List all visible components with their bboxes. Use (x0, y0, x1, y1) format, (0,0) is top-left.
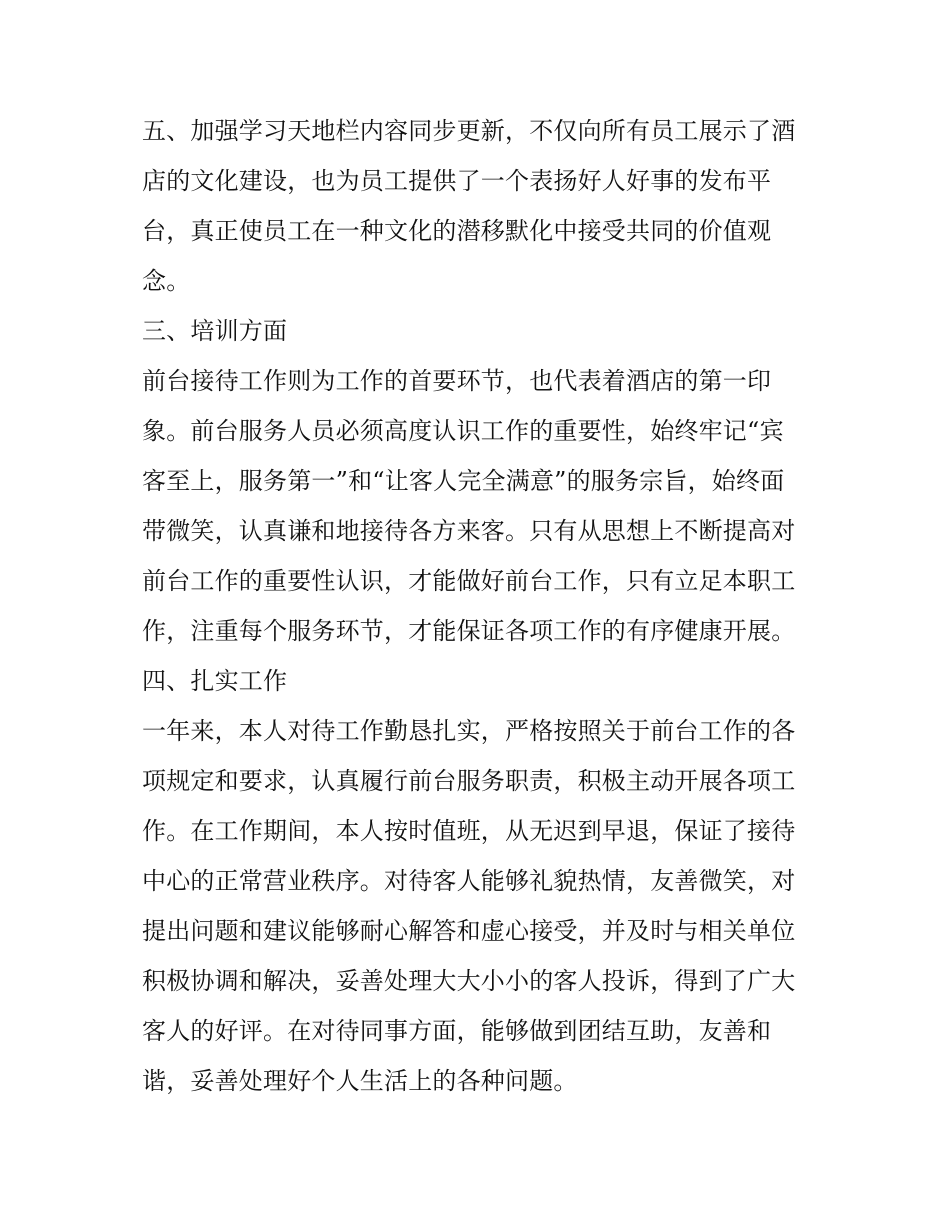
paragraph-line: 客至上，服务第一”和“让客人完全满意”的服务宗旨，始终面 (142, 467, 785, 495)
section-heading: 四、扎实工作 (142, 667, 288, 695)
paragraph-line: 前台工作的重要性认识，才能做好前台工作，只有立足本职工 (142, 567, 796, 595)
paragraph-line: 作。在工作期间，本人按时值班，从无迟到早退，保证了接待 (142, 817, 796, 845)
paragraph-line: 前台接待工作则为工作的首要环节，也代表着酒店的第一印 (142, 367, 772, 395)
paragraph-line: 中心的正常营业秩序。对待客人能够礼貌热情，友善微笑，对 (142, 867, 796, 895)
paragraph-line: 带微笑，认真谦和地接待各方来客。只有从思想上不断提高对 (142, 517, 796, 545)
paragraph-line: 作，注重每个服务环节，才能保证各项工作的有序健康开展。 (142, 617, 796, 645)
paragraph-line: 台，真正使员工在一种文化的潜移默化中接受共同的价值观 (142, 217, 772, 245)
paragraph-line: 一年来，本人对待工作勤恳扎实，严格按照关于前台工作的各 (142, 717, 796, 745)
paragraph-line: 店的文化建设，也为员工提供了一个表扬好人好事的发布平 (142, 167, 772, 195)
paragraph-line: 念。 (142, 267, 191, 295)
paragraph-line: 五、加强学习天地栏内容同步更新，不仅向所有员工展示了酒 (142, 117, 796, 145)
paragraph-line: 客人的好评。在对待同事方面，能够做到团结互助，友善和 (142, 1017, 772, 1045)
paragraph-line: 谐，妥善处理好个人生活上的各种问题。 (142, 1067, 578, 1095)
paragraph-line: 积极协调和解决，妥善处理大大小小的客人投诉，得到了广大 (142, 967, 796, 995)
section-heading: 三、培训方面 (142, 317, 288, 345)
paragraph-line: 提出问题和建议能够耐心解答和虚心接受，并及时与相关单位 (142, 917, 796, 945)
paragraph-line: 象。前台服务人员必须高度认识工作的重要性，始终牢记“宾 (142, 417, 784, 445)
paragraph-line: 项规定和要求，认真履行前台服务职责，积极主动开展各项工 (142, 767, 796, 795)
